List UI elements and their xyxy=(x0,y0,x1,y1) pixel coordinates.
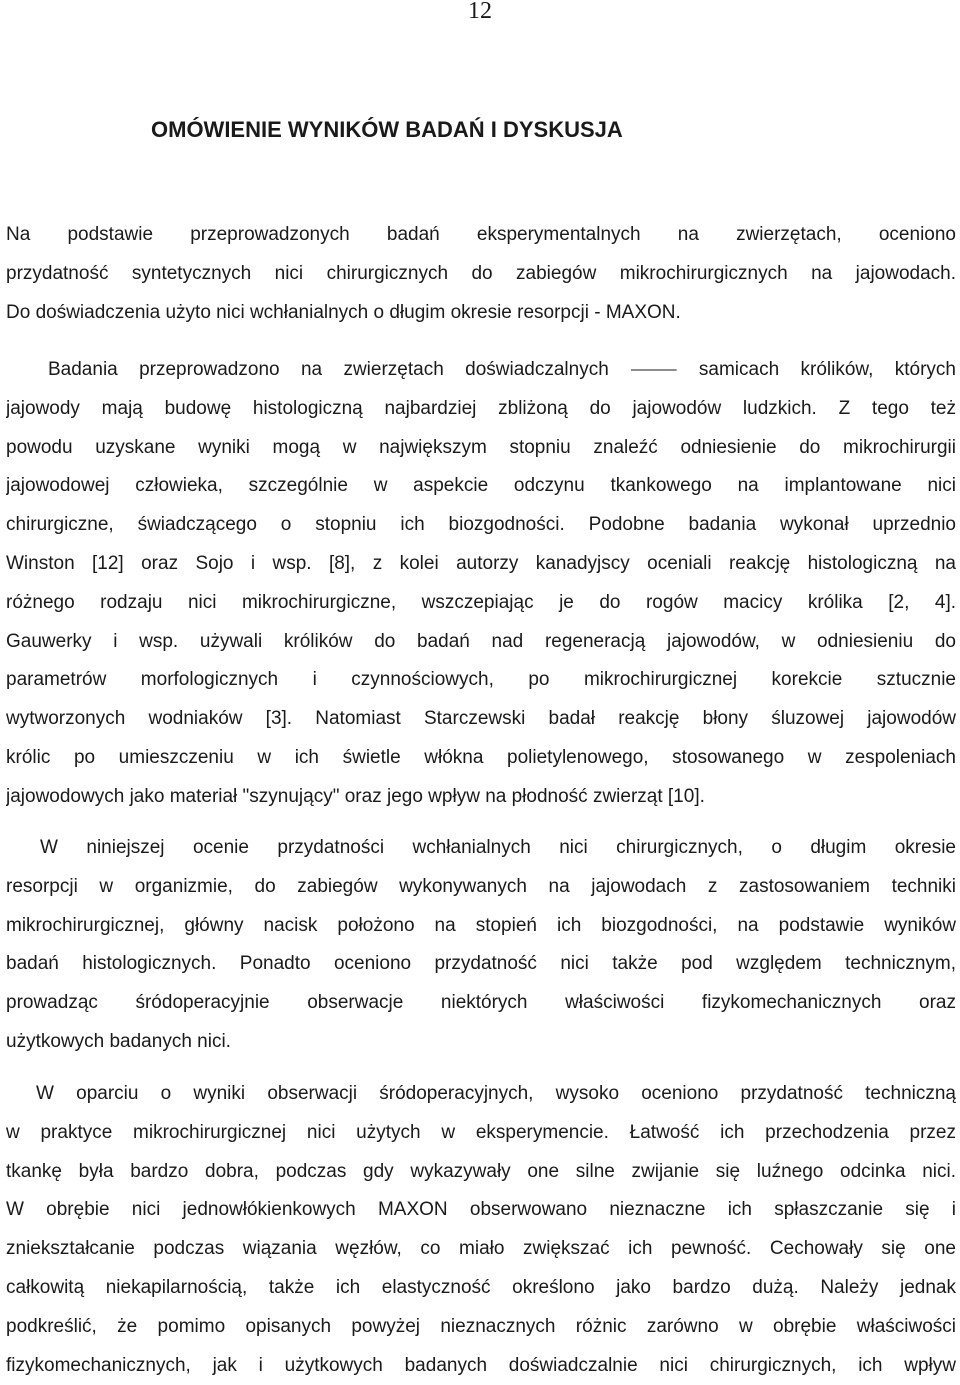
text-line: prowadząc śródoperacyjnie obserwacje niektórych właściwości fizykomechanicznych oraz xyxy=(6,992,956,1014)
text-line: królic po umieszczeniu w ich świetle włókna polietylenowego, stosowanego w zespoleniach xyxy=(6,746,956,768)
page-number: 12 xyxy=(468,0,492,24)
text-line: jajowodowej człowieka, szczególnie w aspekcie odczynu tkankowego na implantowane nici xyxy=(6,475,956,497)
paragraph-intro xyxy=(6,216,956,332)
text-line: W niniejszej ocenie przydatności wchłanialnych nici chirurgicznych, o długim okresie xyxy=(40,837,956,858)
text-line: zniekształcanie podczas wiązania węzłów, co miało zwiększać ich pewność. Cechowały się one xyxy=(6,1238,956,1260)
text-line: Gauwerky i wsp. używali królików do badań nad regeneracją jajowodów, w odniesieniu do xyxy=(6,630,956,652)
text-line: całkowitą niekapilarnością, także ich elastyczność określono jako bardzo dużą. Należy jednak xyxy=(6,1276,956,1298)
text-line: Badania przeprowadzono na zwierzętach doświadczalnych ⸻ samicach królików, których xyxy=(48,359,956,380)
text-line: chirurgiczne, świadczącego o stopniu ich biozgodności. Podobne badania wykonał uprzednio xyxy=(6,514,956,536)
section-heading: OMÓWIENIE WYNIKÓW BADAŃ I DYSKUSJA xyxy=(151,117,623,142)
text-line: różnego rodzaju nici mikrochirurgiczne, wszczepiając je do rogów macicy królika [2, 4]. xyxy=(6,591,956,613)
paragraph-intraoperative-results xyxy=(6,1075,956,1385)
paragraph-research-background xyxy=(6,351,956,817)
paragraph-evaluation-scope xyxy=(6,829,956,1062)
text-line: przydatność syntetycznych nici chirurgicznych do zabiegów mikrochirurgicznych na jajowodach. xyxy=(6,262,956,284)
text-line: W oparciu o wyniki obserwacji śródoperacyjnych, wysoko oceniono przydatność techniczną xyxy=(36,1083,956,1104)
text-line: Na podstawie przeprowadzonych badań eksperymentalnych na zwierzętach, oceniono xyxy=(6,224,956,245)
text-line: badań histologicznych. Ponadto oceniono przydatność nici także pod względem technicznym, xyxy=(6,953,956,975)
text-line: podkreślić, że pomimo opisanych powyżej nieznacznych różnic zarówno w obrębie właściwości xyxy=(6,1315,956,1337)
text-line: Do doświadczenia użyto nici wchłanialnych o długim okresie resorpcji - MAXON. xyxy=(6,301,681,323)
text-line: tkankę była bardzo dobra, podczas gdy wykazywały one silne zwijanie się luźnego odcinka nici. xyxy=(6,1160,956,1182)
text-line: jajowodowych jako materiał "szynujący" oraz jego wpływ na płodność zwierząt [10]. xyxy=(6,785,705,807)
text-line: fizykomechanicznych, jak i użytkowych badanych doświadczalnie nici chirurgicznych, ich wpływ xyxy=(6,1354,956,1376)
text-line: wytworzonych wodniaków [3]. Natomiast Starczewski badał reakcję błony śluzowej jajowodów xyxy=(6,708,956,730)
text-line: Winston [12] oraz Sojo i wsp. [8], z kolei autorzy kanadyjscy oceniali reakcję histologiczną na xyxy=(6,552,956,574)
text-line: użytkowych badanych nici. xyxy=(6,1030,231,1052)
text-line: resorpcji w organizmie, do zabiegów wykonywanych na jajowodach z zastosowaniem techniki xyxy=(6,875,956,897)
text-line: powodu uzyskane wyniki mogą w największym stopniu znaleźć odniesienie do mikrochirurgii xyxy=(6,436,956,458)
text-line: jajowody mają budowę histologiczną najbardziej zbliżoną do jajowodów ludzkich. Z tego też xyxy=(6,397,956,419)
text-line: parametrów morfologicznych i czynnościowych, po mikrochirurgicznej korekcie sztucznie xyxy=(6,669,956,691)
text-line: w praktyce mikrochirurgicznej nici użytych w eksperymencie. Łatwość ich przechodzenia przez xyxy=(6,1121,956,1143)
text-line: W obrębie nici jednowłókienkowych MAXON obserwowano nieznaczne ich spłaszczanie się i xyxy=(6,1199,956,1221)
text-line: mikrochirurgicznej, główny nacisk położono na stopień ich biozgodności, na podstawie wyników xyxy=(6,914,956,936)
